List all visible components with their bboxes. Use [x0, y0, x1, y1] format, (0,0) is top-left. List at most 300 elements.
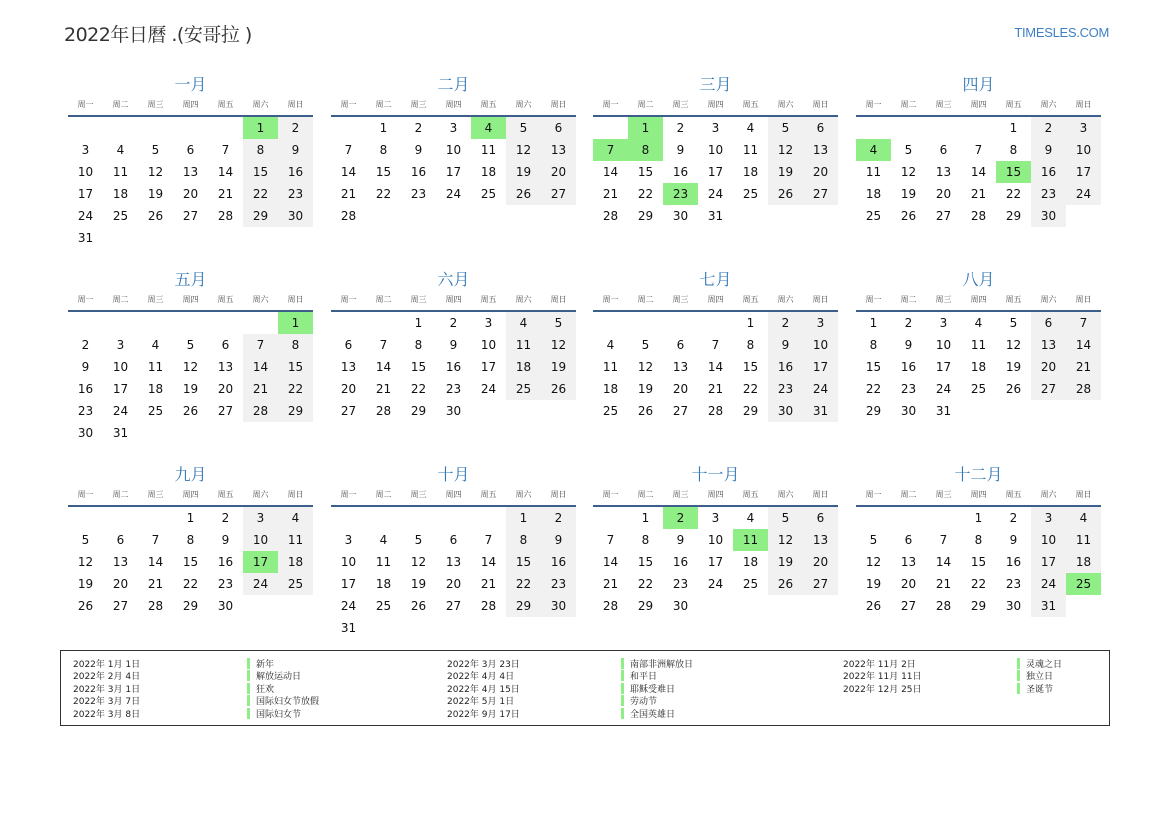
day-cell: 21	[340, 187, 357, 201]
holiday-date: 2022年 3月 7日	[73, 697, 141, 708]
day-cell: 11	[506, 334, 541, 356]
day-cell: 14	[243, 356, 278, 378]
day-cell: 10	[803, 334, 838, 356]
day-cell: 26	[506, 183, 541, 205]
day-cell: 5	[151, 143, 160, 157]
empty-day-cell	[1066, 595, 1101, 617]
weekday-label: 周六	[515, 490, 532, 499]
week-row	[593, 205, 838, 227]
empty-day-cell	[103, 312, 138, 334]
week-row	[331, 205, 576, 227]
empty-day-cell	[996, 400, 1031, 422]
week-row	[331, 334, 576, 356]
day-cell: 19	[182, 382, 199, 396]
week-row	[856, 529, 1101, 551]
day-cell: 5	[768, 117, 803, 139]
empty-day-cell	[366, 507, 401, 529]
day-cell: 14	[480, 555, 497, 569]
day-cell: 28	[480, 599, 497, 613]
day-cell: 29	[1005, 209, 1022, 223]
day-cell: 26	[77, 599, 94, 613]
day-cell: 20	[112, 577, 129, 591]
week-row	[331, 551, 576, 573]
day-cell: 28	[375, 404, 392, 418]
weekday-label: 周四	[445, 490, 462, 499]
day-cell: 7	[606, 533, 615, 547]
day-cell: 31	[340, 621, 357, 635]
day-cell: 27	[935, 209, 952, 223]
weekday-label: 周二	[900, 490, 917, 499]
day-cell: 22	[243, 183, 278, 205]
empty-day-cell	[698, 595, 733, 617]
day-cell: 25	[742, 187, 759, 201]
day-cell: 6	[904, 533, 913, 547]
holiday-name: 耶稣受难日	[630, 684, 676, 695]
day-cell: 18	[970, 360, 987, 374]
holiday-date: 2022年 1月 1日	[73, 659, 141, 670]
day-cell: 14	[147, 555, 164, 569]
weekday-header	[856, 292, 1101, 308]
holiday-legend-row	[73, 670, 319, 683]
day-cell: 31	[77, 231, 94, 245]
holiday-marker	[621, 670, 624, 681]
holiday-name: 独立日	[1026, 672, 1054, 683]
holiday-legend-row	[73, 695, 319, 708]
holiday-day-cell: 17	[243, 551, 278, 573]
day-cell: 29	[637, 599, 654, 613]
holiday-name: 解放运动日	[256, 672, 302, 683]
empty-day-cell	[506, 617, 541, 639]
day-cell: 21	[707, 382, 724, 396]
day-cell: 1	[746, 316, 755, 330]
day-cell: 31	[803, 400, 838, 422]
day-cell: 13	[182, 165, 199, 179]
empty-day-cell	[68, 312, 103, 334]
week-row	[68, 400, 313, 422]
day-cell: 5	[1009, 316, 1018, 330]
empty-day-cell	[208, 117, 243, 139]
day-cell: 10	[935, 338, 952, 352]
empty-day-cell	[961, 400, 996, 422]
day-cell: 6	[221, 338, 230, 352]
day-cell: 13	[445, 555, 462, 569]
weekday-label: 周二	[900, 295, 917, 304]
weekday-label: 周五	[1005, 490, 1022, 499]
day-cell: 16	[278, 161, 313, 183]
day-cell: 17	[707, 165, 724, 179]
holiday-legend-row	[73, 682, 319, 695]
day-cell: 9	[1031, 139, 1066, 161]
day-cell: 3	[116, 338, 125, 352]
day-cell: 17	[1031, 551, 1066, 573]
holiday-marker	[621, 683, 624, 694]
day-cell: 7	[221, 143, 230, 157]
day-cell: 19	[147, 187, 164, 201]
week-row	[331, 507, 576, 529]
day-cell: 30	[541, 595, 576, 617]
day-cell: 22	[1005, 187, 1022, 201]
month-block	[331, 269, 576, 422]
holiday-date: 2022年 5月 1日	[447, 697, 515, 708]
day-cell: 7	[151, 533, 160, 547]
empty-day-cell	[593, 312, 628, 334]
day-cell: 30	[672, 209, 689, 223]
day-cell: 10	[707, 533, 724, 547]
day-cell: 17	[935, 360, 952, 374]
day-cell: 2	[449, 316, 458, 330]
weekday-label: 周一	[77, 295, 94, 304]
day-cell: 28	[707, 404, 724, 418]
empty-day-cell	[891, 507, 926, 529]
weekday-label: 周一	[865, 295, 882, 304]
day-cell: 1	[869, 316, 878, 330]
week-row	[68, 573, 313, 595]
holiday-date: 2022年 4月 4日	[447, 672, 515, 683]
weekday-label: 周日	[1075, 100, 1092, 109]
empty-day-cell	[331, 507, 366, 529]
week-row	[68, 312, 313, 334]
day-cell: 29	[637, 209, 654, 223]
day-cell: 8	[746, 338, 755, 352]
holiday-day-cell: 23	[663, 183, 698, 205]
day-cell: 12	[541, 334, 576, 356]
weekday-label: 周六	[1040, 490, 1057, 499]
day-cell: 17	[445, 165, 462, 179]
day-cell: 3	[344, 533, 353, 547]
day-cell: 18	[480, 165, 497, 179]
day-cell: 14	[1066, 334, 1101, 356]
day-cell: 31	[112, 426, 129, 440]
day-cell: 6	[116, 533, 125, 547]
week-row	[331, 617, 576, 639]
day-cell: 18	[602, 382, 619, 396]
empty-day-cell	[436, 205, 471, 227]
month-name: 七月	[699, 270, 732, 289]
day-cell: 13	[935, 165, 952, 179]
empty-day-cell	[401, 507, 436, 529]
weekday-label: 周一	[340, 490, 357, 499]
day-cell: 30	[1031, 205, 1066, 227]
day-cell: 22	[375, 187, 392, 201]
month-block	[593, 74, 838, 227]
week-row	[856, 551, 1101, 573]
day-cell: 7	[344, 143, 353, 157]
week-row	[331, 356, 576, 378]
day-cell: 5	[414, 533, 423, 547]
holiday-marker	[247, 695, 250, 706]
day-cell: 15	[637, 165, 654, 179]
month-name: 二月	[437, 75, 470, 94]
day-cell: 13	[112, 555, 129, 569]
day-cell: 4	[506, 312, 541, 334]
day-cell: 3	[1066, 117, 1101, 139]
day-cell: 25	[865, 209, 882, 223]
day-cell: 1	[974, 511, 983, 525]
day-cell: 15	[506, 551, 541, 573]
day-cell: 8	[869, 338, 878, 352]
week-row	[331, 529, 576, 551]
week-row	[331, 139, 576, 161]
empty-day-cell	[138, 312, 173, 334]
day-cell: 24	[803, 378, 838, 400]
empty-day-cell	[768, 205, 803, 227]
day-cell: 9	[221, 533, 230, 547]
holiday-marker	[621, 695, 624, 706]
day-cell: 19	[900, 187, 917, 201]
day-cell: 11	[112, 165, 129, 179]
weekday-label: 周四	[445, 100, 462, 109]
holiday-legend-row	[447, 682, 693, 695]
weekday-label: 周三	[147, 490, 164, 499]
day-cell: 11	[147, 360, 164, 374]
day-cell: 1	[186, 511, 195, 525]
week-row	[331, 183, 576, 205]
weekday-label: 周三	[410, 100, 427, 109]
day-cell: 15	[278, 356, 313, 378]
holiday-day-cell: 2	[663, 507, 698, 529]
day-cell: 28	[243, 400, 278, 422]
week-row	[68, 139, 313, 161]
empty-day-cell	[471, 400, 506, 422]
day-cell: 3	[711, 121, 720, 135]
day-cell: 21	[1066, 356, 1101, 378]
weekday-header	[593, 292, 838, 308]
day-cell: 26	[147, 209, 164, 223]
day-cell: 8	[641, 533, 650, 547]
brand-logo-text[interactable]: TIMESLES.COM	[1014, 25, 1109, 40]
day-cell: 27	[803, 573, 838, 595]
day-cell: 20	[182, 187, 199, 201]
holiday-name: 劳动节	[630, 697, 658, 708]
day-cell: 25	[506, 378, 541, 400]
day-cell: 9	[676, 143, 685, 157]
week-row	[68, 595, 313, 617]
weekday-label: 周日	[812, 100, 829, 109]
holiday-marker	[247, 658, 250, 669]
holiday-name: 国际妇女节	[256, 709, 302, 720]
day-cell: 23	[541, 573, 576, 595]
day-cell: 8	[506, 529, 541, 551]
holiday-day-cell: 1	[278, 312, 313, 334]
day-cell: 24	[1031, 573, 1066, 595]
day-cell: 20	[445, 577, 462, 591]
day-cell: 8	[243, 139, 278, 161]
day-cell: 26	[1005, 382, 1022, 396]
day-cell: 27	[182, 209, 199, 223]
day-cell: 25	[278, 573, 313, 595]
day-cell: 18	[1066, 551, 1101, 573]
weekday-label: 周五	[742, 100, 759, 109]
day-cell: 17	[803, 356, 838, 378]
holiday-legend-row	[843, 657, 1062, 670]
day-cell: 9	[904, 338, 913, 352]
week-row	[593, 529, 838, 551]
day-cell: 9	[1009, 533, 1018, 547]
weekday-label: 周六	[1040, 100, 1057, 109]
empty-day-cell	[103, 117, 138, 139]
empty-day-cell	[278, 595, 313, 617]
day-cell: 20	[803, 551, 838, 573]
day-cell: 11	[375, 555, 392, 569]
day-cell: 26	[637, 404, 654, 418]
day-cell: 23	[410, 187, 427, 201]
month-name: 五月	[174, 270, 207, 289]
day-cell: 13	[217, 360, 234, 374]
week-row	[331, 117, 576, 139]
day-cell: 21	[243, 378, 278, 400]
day-cell: 2	[1031, 117, 1066, 139]
day-cell: 1	[414, 316, 423, 330]
day-cell: 20	[340, 382, 357, 396]
day-cell: 4	[116, 143, 125, 157]
day-cell: 8	[1009, 143, 1018, 157]
day-cell: 14	[375, 360, 392, 374]
empty-day-cell	[278, 422, 313, 444]
day-cell: 10	[445, 143, 462, 157]
weekday-header	[856, 97, 1101, 113]
week-row	[68, 205, 313, 227]
day-cell: 3	[81, 143, 90, 157]
day-cell: 2	[1009, 511, 1018, 525]
holiday-name: 国际妇女节放假	[256, 697, 320, 708]
day-cell: 31	[1031, 595, 1066, 617]
empty-day-cell	[926, 507, 961, 529]
day-cell: 16	[410, 165, 427, 179]
holiday-date: 2022年 3月 8日	[73, 709, 141, 720]
day-cell: 5	[541, 312, 576, 334]
weekday-label: 周三	[672, 100, 689, 109]
empty-day-cell	[436, 507, 471, 529]
day-cell: 12	[768, 139, 803, 161]
day-cell: 27	[445, 599, 462, 613]
empty-day-cell	[243, 227, 278, 249]
day-cell: 2	[676, 121, 685, 135]
day-cell: 5	[641, 338, 650, 352]
weekday-label: 周五	[742, 490, 759, 499]
week-row	[68, 551, 313, 573]
empty-day-cell	[698, 312, 733, 334]
day-cell: 19	[506, 161, 541, 183]
day-cell: 4	[379, 533, 388, 547]
day-cell: 3	[939, 316, 948, 330]
holiday-legend-column	[447, 657, 693, 720]
week-row	[68, 334, 313, 356]
day-cell: 23	[768, 378, 803, 400]
week-row	[68, 507, 313, 529]
day-cell: 10	[77, 165, 94, 179]
week-row	[593, 551, 838, 573]
day-cell: 8	[278, 334, 313, 356]
week-row	[68, 183, 313, 205]
weekday-header	[68, 292, 313, 308]
week-row	[593, 573, 838, 595]
day-cell: 9	[414, 143, 423, 157]
day-cell: 16	[445, 360, 462, 374]
holiday-legend-row	[73, 707, 319, 720]
weekday-label: 周日	[287, 490, 304, 499]
day-cell: 24	[707, 577, 724, 591]
day-cell: 6	[449, 533, 458, 547]
day-cell: 30	[672, 599, 689, 613]
holiday-marker	[1017, 670, 1020, 681]
weekday-label: 周四	[970, 295, 987, 304]
day-cell: 10	[707, 143, 724, 157]
month-name: 八月	[962, 270, 995, 289]
day-cell: 24	[1066, 183, 1101, 205]
day-cell: 3	[1031, 507, 1066, 529]
week-row	[68, 356, 313, 378]
weekday-label: 周六	[777, 490, 794, 499]
day-cell: 15	[637, 555, 654, 569]
day-cell: 6	[1031, 312, 1066, 334]
day-cell: 4	[1066, 507, 1101, 529]
weekday-label: 周日	[550, 490, 567, 499]
holiday-marker	[621, 708, 624, 719]
weekday-label: 周五	[217, 100, 234, 109]
day-cell: 22	[637, 577, 654, 591]
day-cell: 29	[742, 404, 759, 418]
day-cell: 11	[970, 338, 987, 352]
weekday-label: 周五	[742, 295, 759, 304]
day-cell: 23	[217, 577, 234, 591]
day-cell: 28	[602, 599, 619, 613]
weekday-label: 周六	[777, 295, 794, 304]
holiday-day-cell: 1	[243, 117, 278, 139]
weekday-header	[331, 97, 576, 113]
empty-day-cell	[471, 507, 506, 529]
day-cell: 12	[147, 165, 164, 179]
week-row	[593, 312, 838, 334]
weekday-label: 周三	[672, 490, 689, 499]
week-row	[68, 529, 313, 551]
holiday-date: 2022年 3月 23日	[447, 659, 520, 670]
holiday-day-cell: 4	[471, 117, 506, 139]
day-cell: 5	[81, 533, 90, 547]
day-cell: 16	[1031, 161, 1066, 183]
day-cell: 9	[541, 529, 576, 551]
weekday-label: 周二	[375, 100, 392, 109]
day-cell: 10	[480, 338, 497, 352]
day-cell: 11	[1066, 529, 1101, 551]
empty-day-cell	[593, 117, 628, 139]
day-cell: 15	[410, 360, 427, 374]
day-cell: 19	[865, 577, 882, 591]
day-cell: 28	[602, 209, 619, 223]
day-cell: 6	[803, 507, 838, 529]
week-row	[593, 507, 838, 529]
day-cell: 6	[344, 338, 353, 352]
empty-day-cell	[243, 422, 278, 444]
month-name: 三月	[699, 75, 732, 94]
day-cell: 22	[637, 187, 654, 201]
day-cell: 18	[147, 382, 164, 396]
weekday-label: 周五	[1005, 295, 1022, 304]
holiday-name: 南部非洲解放日	[630, 659, 694, 670]
weekday-label: 周五	[217, 295, 234, 304]
day-cell: 5	[768, 507, 803, 529]
empty-day-cell	[628, 312, 663, 334]
empty-day-cell	[663, 312, 698, 334]
day-cell: 17	[480, 360, 497, 374]
month-name: 十月	[437, 465, 470, 484]
month-name: 十二月	[954, 465, 1003, 484]
day-cell: 4	[974, 316, 983, 330]
day-cell: 23	[278, 183, 313, 205]
day-cell: 9	[676, 533, 685, 547]
day-cell: 17	[77, 187, 94, 201]
weekday-label: 周六	[515, 295, 532, 304]
empty-day-cell	[243, 595, 278, 617]
